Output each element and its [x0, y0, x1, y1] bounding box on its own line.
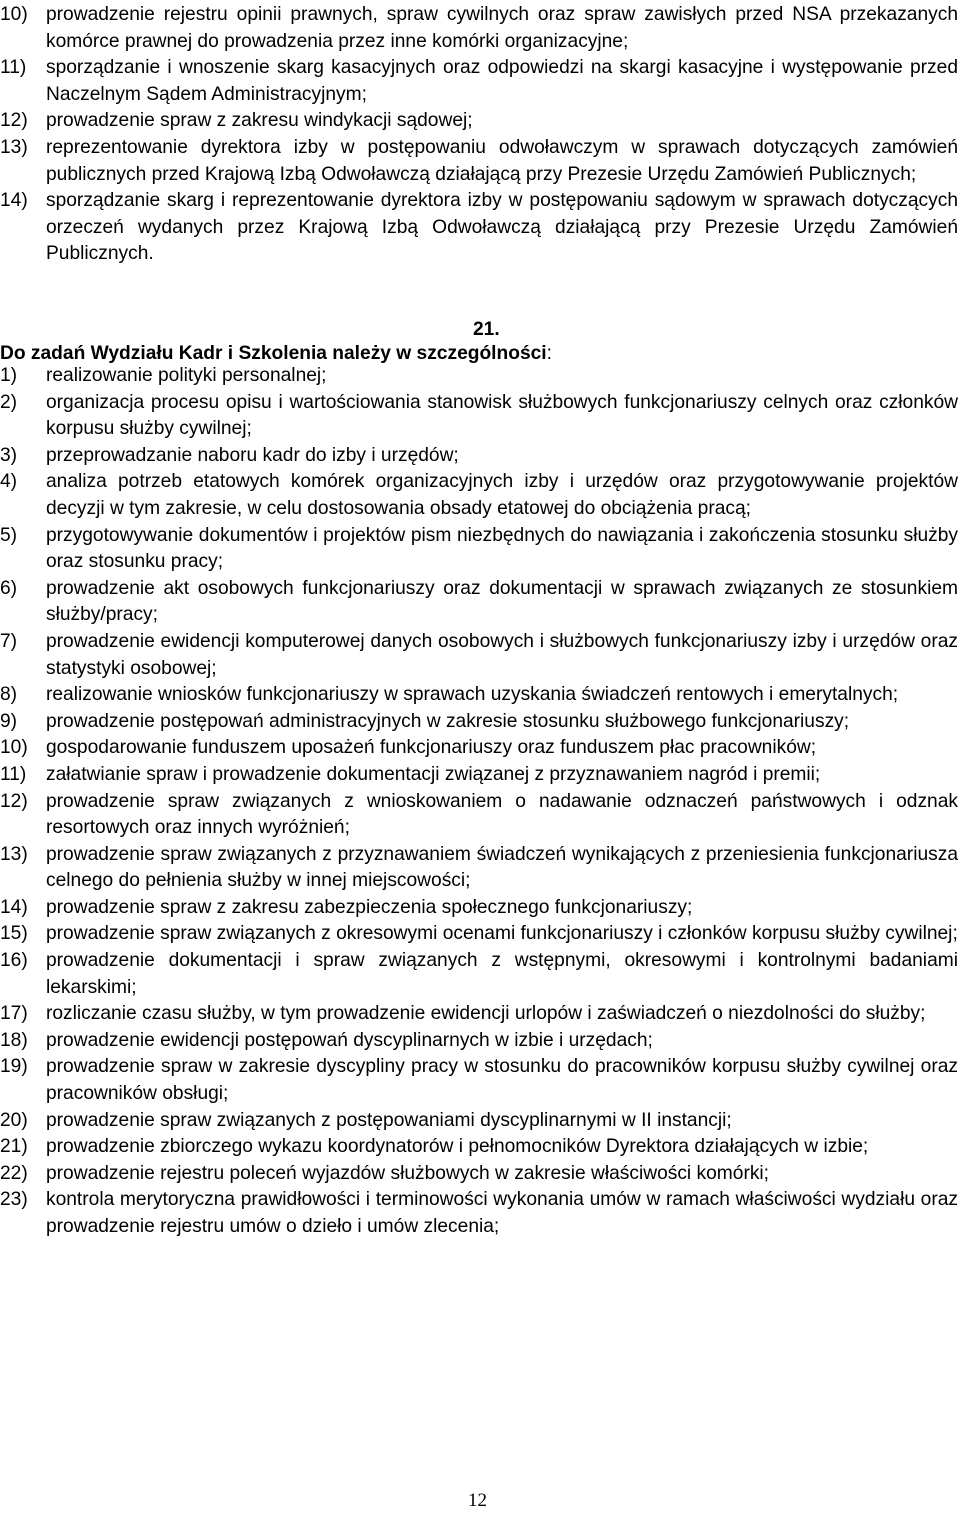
list-item: [0, 523, 958, 576]
item-number: 13): [0, 136, 28, 158]
item-text: prowadzenie spraw związanych z przyznawaniem świadczeń wynikających z przeniesienia funkcjonariusza celnego do pełnienia służby w innej miejscowości;: [46, 843, 958, 892]
item-text: prowadzenie spraw związanych z postępowaniami dyscyplinarnymi w II instancji;: [46, 1109, 732, 1131]
list-item: [0, 709, 958, 736]
item-text: realizowanie wniosków funkcjonariuszy w sprawach uzyskania świadczeń rentowych i emerytalnych;: [46, 684, 899, 706]
list-item: [0, 469, 958, 522]
list-item: [0, 363, 958, 390]
list-item: [0, 1108, 958, 1135]
section-number-text: 21.: [473, 319, 500, 340]
item-number: 5): [0, 524, 18, 546]
item-text: przygotowywanie dokumentów i projektów pism niezbędnych do nawiązania i zakończenia stosunku służby oraz stosunku pracy;: [46, 524, 958, 573]
item-text: prowadzenie spraw związanych z okresowymi ocenami funkcjonariuszy i członków korpusu służby cywilnej;: [46, 923, 958, 945]
item-number: 2): [0, 391, 18, 413]
previous-section-list: [0, 2, 958, 268]
item-text: prowadzenie ewidencji komputerowej danych osobowych i służbowych funkcjonariuszy izby i urzędów oraz statystyki osobowej;: [46, 630, 958, 679]
item-number: 16): [0, 950, 28, 972]
list-item: [0, 1054, 958, 1107]
item-number: 18): [0, 1029, 28, 1051]
item-number: 20): [0, 1109, 28, 1131]
item-text: kontrola merytoryczna prawidłowości i terminowości wykonania umów w ramach właściwości wydziału oraz prowadzenie rejestru umów o dzieło i umów zlecenia;: [46, 1189, 958, 1237]
item-text: gospodarowanie funduszem uposażeń funkcjonariuszy oraz funduszem płac pracowników;: [46, 737, 817, 759]
section-21-list: [0, 363, 958, 1241]
item-number: 17): [0, 1003, 28, 1025]
item-number: 8): [0, 684, 18, 706]
item-text: realizowanie polityki personalnej;: [46, 365, 327, 386]
item-text: analiza potrzeb etatowych komórek organizacyjnych izby i urzędów oraz przygotowywanie projektów decyzji w tym zakresie, w celu dostosowania obsady etatowej do obciążenia pracą;: [46, 471, 958, 519]
item-number: 10): [0, 4, 28, 25]
list-item: [0, 443, 958, 470]
item-number: 21): [0, 1136, 28, 1158]
list-item: [0, 948, 958, 1001]
list-item: [0, 1134, 958, 1161]
item-text: prowadzenie postępowań administracyjnych w zakresie stosunku służbowego funkcjonariuszy;: [46, 710, 850, 732]
list-item: [0, 135, 958, 188]
item-text: prowadzenie spraw z zakresu windykacji sądowej;: [46, 110, 473, 132]
list-item: [0, 390, 958, 443]
item-number: 19): [0, 1056, 28, 1078]
list-item: [0, 682, 958, 709]
item-text: rozliczanie czasu służby, w tym prowadzenie ewidencji urlopów i zaświadczeń o niezdolności do służby;: [46, 1003, 926, 1025]
list-item: [0, 1028, 958, 1055]
item-text: sporządzanie skarg i reprezentowanie dyrektora izby w postępowaniu sądowym w sprawach dotyczących orzeczeń wydanych przez Krajową Izbą Odwoławczą działającą przy Prezesie Urzędu Zamówień Publicznych.: [46, 190, 958, 265]
page-number: 12: [468, 1490, 487, 1511]
item-number: 11): [0, 57, 27, 79]
section-heading-bold: Do zadań Wydziału Kadr i Szkolenia należy w szczególności: [0, 343, 547, 364]
list-item: [0, 2, 958, 55]
item-number: 3): [0, 444, 18, 466]
item-number: 7): [0, 630, 18, 652]
item-text: prowadzenie spraw związanych z wnioskowaniem o nadawanie odznaczeń państwowych i odznak resortowych oraz innych wyróżnień;: [46, 790, 958, 839]
list-item: [0, 1001, 958, 1028]
list-item: [0, 576, 958, 629]
item-text: prowadzenie rejestru poleceń wyjazdów służbowych w zakresie właściwości komórki;: [46, 1162, 770, 1184]
item-text: prowadzenie dokumentacji i spraw związanych z wstępnymi, okresowymi i kontrolnymi badaniami lekarskimi;: [46, 950, 958, 998]
list-item: [0, 735, 958, 762]
item-text: organizacja procesu opisu i wartościowania stanowisk służbowych funkcjonariuszy celnych oraz członków korpusu służby cywilnej;: [46, 391, 958, 440]
list-item: [0, 762, 958, 789]
item-number: 22): [0, 1162, 28, 1184]
item-text: prowadzenie rejestru opinii prawnych, spraw cywilnych oraz spraw zawisłych przed NSA przekazanych komórce prawnej do prowadzenia przez inne komórki organizacyjne;: [46, 4, 958, 52]
item-number: 11): [0, 763, 27, 785]
list-item: [0, 629, 958, 682]
item-number: 12): [0, 110, 28, 132]
section-number: [473, 317, 500, 344]
list-item: [0, 789, 958, 842]
list-item: [0, 188, 958, 268]
item-number: 4): [0, 471, 18, 493]
item-number: 15): [0, 923, 28, 945]
item-number: 6): [0, 577, 18, 599]
item-text: przeprowadzanie naboru kadr do izby i urzędów;: [46, 444, 459, 466]
item-number: 14): [0, 896, 28, 918]
section-heading-tail: :: [546, 343, 552, 364]
item-text: załatwianie spraw i prowadzenie dokumentacji związanej z przyznawaniem nagród i premii;: [46, 763, 821, 785]
item-text: sporządzanie i wnoszenie skarg kasacyjnych oraz odpowiedzi na skargi kasacyjne i występowanie przed Naczelnym Sądem Administracyjnym;: [46, 57, 958, 105]
item-text: prowadzenie zbiorczego wykazu koordynatorów i pełnomocników Dyrektora działających w izbie;: [46, 1136, 869, 1158]
item-text: prowadzenie spraw w zakresie dyscypliny pracy w stosunku do pracowników korpusu służby cywilnej oraz pracowników obsługi;: [46, 1056, 958, 1105]
list-item: [0, 108, 958, 135]
item-number: 9): [0, 710, 18, 732]
list-item: [0, 55, 958, 108]
list-item: [0, 921, 958, 948]
item-number: 14): [0, 190, 28, 212]
item-number: 23): [0, 1189, 28, 1211]
item-number: 1): [0, 365, 18, 386]
item-text: reprezentowanie dyrektora izby w postępowaniu odwoławczym w sprawach dotyczących zamówień publicznych przed Krajową Izbą Odwoławczą działającą przy Prezesie Urzędu Zamówień Publicznych;: [46, 136, 958, 185]
list-item: [0, 842, 958, 895]
item-number: 12): [0, 790, 28, 812]
item-number: 10): [0, 737, 28, 759]
item-text: prowadzenie ewidencji postępowań dyscyplinarnych w izbie i urzędach;: [46, 1029, 653, 1051]
item-number: 13): [0, 843, 28, 865]
list-item: [0, 1161, 958, 1188]
list-item: [0, 1187, 958, 1240]
item-text: prowadzenie spraw z zakresu zabezpieczenia społecznego funkcjonariuszy;: [46, 896, 693, 918]
item-text: prowadzenie akt osobowych funkcjonariuszy oraz dokumentacji w sprawach związanych ze stosunkiem służby/pracy;: [46, 577, 958, 626]
list-item: [0, 895, 958, 922]
